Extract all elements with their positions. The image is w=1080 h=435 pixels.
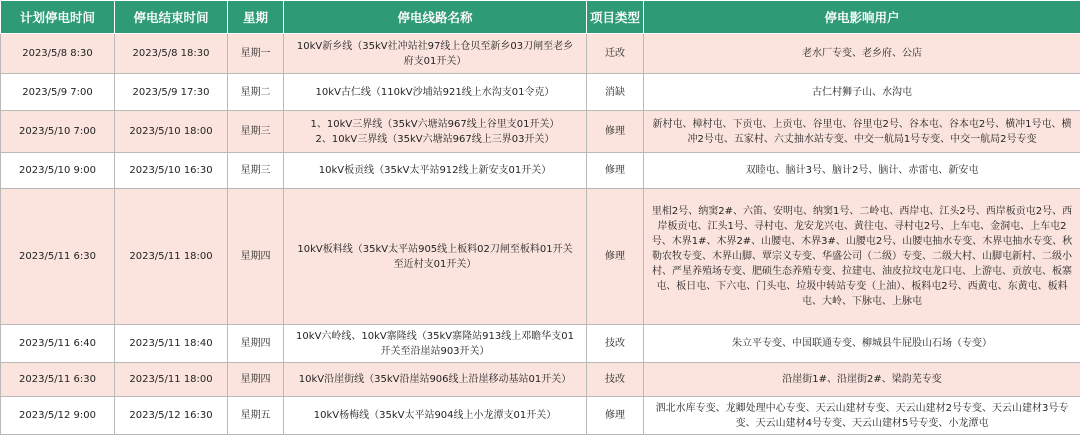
- cell-end: 2023/5/10 18:00: [115, 111, 228, 153]
- header-end-time: 停电结束时间: [115, 1, 228, 34]
- cell-start: 2023/5/8 8:30: [1, 34, 115, 74]
- cell-type: 消缺: [587, 74, 644, 111]
- header-row: [1, 1, 1080, 34]
- cell-end: 2023/5/9 17:30: [115, 74, 228, 111]
- cell-end: 2023/5/11 18:00: [115, 363, 228, 397]
- cell-weekday: 星期四: [228, 325, 284, 363]
- cell-type: 技改: [587, 363, 644, 397]
- cell-start: 2023/5/10 9:00: [1, 153, 115, 189]
- table-row: [1, 111, 1080, 153]
- table-row: [1, 153, 1080, 189]
- cell-end: 2023/5/12 16:30: [115, 397, 228, 435]
- cell-type: 修理: [587, 397, 644, 435]
- cell-lines: 10kV板贡线（35kV太平站912线上新安支01开关）: [284, 153, 587, 189]
- header-project-type: 项目类型: [587, 1, 644, 34]
- cell-weekday: 星期二: [228, 74, 284, 111]
- cell-end: 2023/5/11 18:00: [115, 189, 228, 325]
- cell-lines: 10kV新乡线（35kV社冲站社97线上仓贝至新乡03刀闸至老乡府支01开关）: [284, 34, 587, 74]
- cell-type: 迁改: [587, 34, 644, 74]
- cell-users: 新村屯、樟村屯、下贡屯、上贡屯、谷里屯、谷里屯2号、谷本屯、谷本屯2号、横冲1号屯、横冲2号屯、五家村、六丈抽水站专变、中交一航局1号专变、中交一航局2号专变: [644, 111, 1080, 153]
- cell-end: 2023/5/10 16:30: [115, 153, 228, 189]
- cell-start: 2023/5/9 7:00: [1, 74, 115, 111]
- header-start-time: 计划停电时间: [1, 1, 115, 34]
- table-row: [1, 397, 1080, 435]
- cell-weekday: 星期四: [228, 189, 284, 325]
- cell-lines: 10kV板料线（35kV太平站905线上板料02刀闸至板料01开关至近村支01开关）: [284, 189, 587, 325]
- cell-users: 古仁村狮子山、水沟屯: [644, 74, 1080, 111]
- cell-lines: 1、10kV三界线（35kV六塘站967线上谷里支01开关） 2、10kV三界线（35kV六塘站967线上三界03开关）: [284, 111, 587, 153]
- cell-weekday: 星期三: [228, 153, 284, 189]
- header-weekday: 星期: [228, 1, 284, 34]
- table-row: [1, 363, 1080, 397]
- cell-users: 老水厂专变、老乡府、公店: [644, 34, 1080, 74]
- cell-users: 双睦屯、脑计3号、脑计2号、脑计、赤雷屯、新安屯: [644, 153, 1080, 189]
- cell-type: 修理: [587, 153, 644, 189]
- cell-weekday: 星期一: [228, 34, 284, 74]
- table-row: [1, 74, 1080, 111]
- cell-end: 2023/5/8 18:30: [115, 34, 228, 74]
- table-row: [1, 189, 1080, 325]
- cell-type: 技改: [587, 325, 644, 363]
- header-line-name: 停电线路名称: [284, 1, 587, 34]
- cell-start: 2023/5/11 6:30: [1, 363, 115, 397]
- cell-weekday: 星期五: [228, 397, 284, 435]
- cell-weekday: 星期四: [228, 363, 284, 397]
- cell-start: 2023/5/10 7:00: [1, 111, 115, 153]
- cell-type: 修理: [587, 111, 644, 153]
- cell-start: 2023/5/11 6:40: [1, 325, 115, 363]
- table-row: [1, 34, 1080, 74]
- cell-users: 里相2号、纳窦2#、六笛、安明屯、纳窦1号、二岭屯、西岸屯、江头2号、西岸板贡屯2号、西岸板贡屯、江头1号、寻村屯、龙安龙兴屯、黄往屯、寻村屯2号、上车屯、金洞屯、上车屯2号、木界1#、木界2#、山腰屯、木界3#、山腰屯2号、山腰屯抽水专变、木界屯抽水专变、秋勒农牧专变、木界山脚、覃宗义专变、华盛公司（二级）专变、二级大村、山脚屯新村、二级小村、严星养殖场专变、肥硕生态养殖专变、拉建屯、油皮拉坟屯龙口屯、上游屯、贡放屯、板寨屯、板日屯、下六屯、门头屯、垃圾中转站专变（上油）、板料屯2号、西黄屯、东黄屯、板料屯、大岭、下脉屯、上脉屯: [644, 189, 1080, 325]
- cell-lines: 10kV古仁线（110kV沙埔站921线上水沟支01令克）: [284, 74, 587, 111]
- cell-lines: 10kV杨梅线（35kV太平站904线上小龙潭支01开关）: [284, 397, 587, 435]
- cell-users: 朱立平专变、中国联通专变、柳城县牛屁股山石场（专变）: [644, 325, 1080, 363]
- cell-lines: 10kV沿崖街线（35kV沿崖站906线上沿崖移动基站01开关）: [284, 363, 587, 397]
- cell-end: 2023/5/11 18:40: [115, 325, 228, 363]
- cell-users: 沿崖街1#、沿崖街2#、梁韵芜专变: [644, 363, 1080, 397]
- table-row: [1, 325, 1080, 363]
- cell-start: 2023/5/11 6:30: [1, 189, 115, 325]
- cell-lines: 10kV六岭线、10kV寨隆线（35kV寨隆站913线上邓瞻华支01开关至沿崖站903开关）: [284, 325, 587, 363]
- cell-type: 修理: [587, 189, 644, 325]
- header-affected-users: 停电影响用户: [644, 1, 1080, 34]
- cell-start: 2023/5/12 9:00: [1, 397, 115, 435]
- cell-weekday: 星期三: [228, 111, 284, 153]
- cell-users: 泗北水库专变、龙卿处理中心专变、天云山建材专变、天云山建材2号专变、天云山建材3号专变、天云山建材4号专变、天云山建材5号专变、小龙潭屯: [644, 397, 1080, 435]
